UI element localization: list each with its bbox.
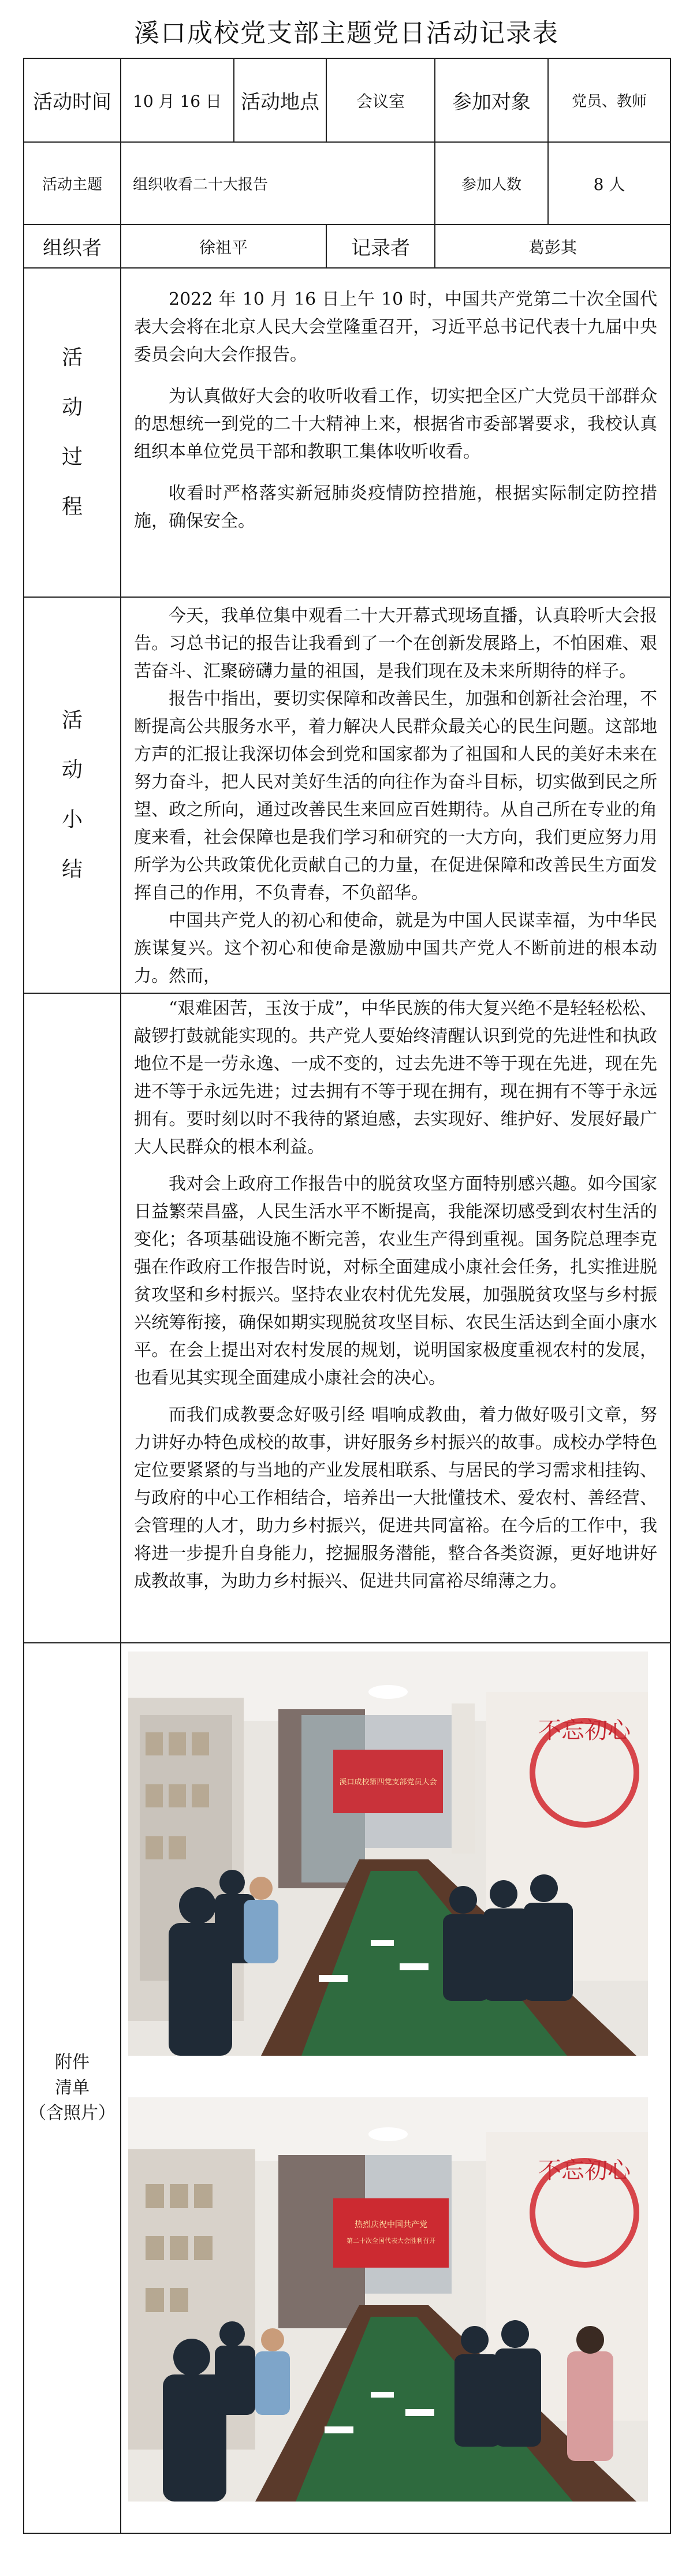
target-label: 参加对象 [435, 58, 548, 142]
process-label-char: 活 [61, 346, 83, 370]
meeting-photo-2-image [128, 2097, 648, 2502]
attachment-label-line: 附件 [55, 2052, 90, 2072]
continuation-text [121, 993, 670, 1643]
summary-paragraph: 报告中指出，要切实保障和改善民生，加强和创新社会治理，不断提高公共服务水平，着力解决人民群众最关心的民生问题。这部地方声的汇报让我深切体会到党和国家都为了祖国和人民的美好未来在努力奋斗，把人民对美好生活的向往作为奋斗目标，切实做到民之所望、政之所向，通过改善民生来回应百姓期待。从自己所在专业的角度来看，社会保障也是我们学习和研究的一大方向，我们更应努力用所学为公共政策优化贡献自己的力量，在促进保障和改善民生方面发挥自己的作用，不负青春，不负韶华。 [134, 689, 657, 903]
attachment-label-line: 清单 [55, 2078, 90, 2098]
time-value: 10 月 16 日 [121, 58, 234, 142]
photo2-banner-line2: 第二十次全国代表大会胜利召开 [346, 2237, 435, 2245]
summary-text [121, 597, 670, 993]
continuation-label-blank [24, 993, 121, 1643]
row-continuation [24, 993, 670, 1643]
place-label: 活动地点 [234, 58, 326, 142]
photo2-banner-line1: 热烈庆祝中国共产党 [355, 2220, 427, 2230]
process-label-char: 程 [61, 495, 83, 519]
process-label [24, 268, 121, 597]
record-table [23, 58, 671, 2534]
process-label-char: 过 [61, 445, 83, 469]
process-text [121, 268, 670, 597]
summary-label-char: 结 [61, 858, 83, 881]
process-paragraph: 2022 年 10 月 16 日上午 10 时，中国共产党第二十次全国代表大会将在北京人民大会堂隆重召开，习近平总书记代表十九届中央委员会向大会作报告。 [134, 289, 657, 365]
summary-label-char: 活 [61, 709, 83, 732]
attachment-label [24, 1643, 121, 2533]
row-process [24, 268, 670, 597]
photo1-wall-slogan: 不忘初心 [538, 1717, 631, 1744]
row-summary [24, 597, 670, 993]
continuation-paragraph: 我对会上政府工作报告中的脱贫攻坚方面特别感兴趣。如今国家日益繁荣昌盛，人民生活水平不断提高，我能深切感受到农村生活的变化；各项基础设施不断完善，农业生产得到重视。国务院总理李克强在作政府工作报告时说，对标全面建成小康社会任务，扎实推进脱贫攻坚和乡村振兴。坚持农业农村优先发展，加强脱贫攻坚与乡村振兴统筹衔接，确保如期实现脱贫攻坚目标、农民生活达到全面小康水平。在会上提出对农村发展的规划，说明国家极度重视农村的发展，也看见其实现全面建成小康社会的决心。 [134, 1174, 657, 1388]
attachment-label-line: （含照片） [29, 2103, 116, 2123]
continuation-paragraph: 而我们成教要念好吸引经 唱响成教曲，着力做好吸引文章，努力讲好办特色成校的故事，讲好服务乡村振兴的故事。成校办学特色定位要紧紧的与当地的产业发展相联系、与居民的学习需求相挂钩、与政府的中心工作相结合，培养出一大批懂技术、爱农村、善经营、会管理的人才，助力乡村振兴，促进共同富裕。在今后的工作中，我将进一步提升自身能力，挖掘服务潜能，整合各类资源，更好地讲好成教故事，为助力乡村振兴、促进共同富裕尽绵薄之力。 [134, 1405, 657, 1591]
continuation-paragraph: “艰难困苦，玉汝于成”，中华民族的伟大复兴绝不是轻轻松松、敲锣打鼓就能实现的。共产党人要始终清醒认识到党的先进性和执政地位不是一劳永逸、一成不变的，过去先进不等于现在先进，现在先进不等于永远先进；过去拥有不等于现在拥有，现在拥有不等于永远拥有。要时刻以时不我待的紧迫感，去实现好、维护好、发展好最广大人民群众的根本利益。 [134, 998, 657, 1157]
meeting-photo-1-image [128, 1652, 648, 2056]
row-organizer [24, 225, 670, 268]
photo1-banner-text: 溪口成校第四党支部党员大会 [339, 1778, 437, 1787]
summary-label [24, 597, 121, 993]
summary-label-char: 动 [61, 758, 83, 782]
meeting-photo-1 [128, 1652, 648, 2056]
row-theme [24, 142, 670, 225]
row-time-place [24, 58, 670, 142]
target-value: 党员、教师 [548, 58, 670, 142]
theme-label: 活动主题 [24, 142, 121, 225]
count-value: 8 人 [548, 142, 670, 225]
recorder-label: 记录者 [326, 225, 435, 268]
organizer-value: 徐祖平 [121, 225, 326, 268]
photo2-wall-slogan: 不忘初心 [538, 2157, 631, 2184]
process-paragraph: 收看时严格落实新冠肺炎疫情防控措施，根据实际制定防控措施，确保安全。 [134, 483, 657, 531]
summary-paragraph: 今天，我单位集中观看二十大开幕式现场直播，认真聆听大会报告。习总书记的报告让我看到了一个在创新发展路上，不怕困难、艰苦奋斗、汇聚磅礴力量的祖国，是我们现在及未来所期待的样子。 [134, 606, 657, 681]
process-paragraph: 为认真做好大会的收听收看工作，切实把全区广大党员干部群众的思想统一到党的二十大精神上来，根据省市委部署要求，我校认真组织本单位党员干部和教职工集体收听收看。 [134, 386, 657, 462]
time-label: 活动时间 [24, 58, 121, 142]
attachment-photos [121, 1643, 670, 2533]
recorder-value: 葛彭其 [435, 225, 670, 268]
document-title: 溪口成校党支部主题党日活动记录表 [134, 18, 559, 48]
summary-label-char: 小 [61, 808, 83, 832]
place-value: 会议室 [326, 58, 435, 142]
count-label: 参加人数 [435, 142, 548, 225]
row-attachment [24, 1643, 670, 2533]
organizer-label: 组织者 [24, 225, 121, 268]
process-label-char: 动 [61, 396, 83, 419]
summary-paragraph: 中国共产党人的初心和使命，就是为中国人民谋幸福，为中华民族谋复兴。这个初心和使命是激励中国共产党人不断前进的根本动力。然而， [134, 911, 657, 986]
theme-value: 组织收看二十大报告 [121, 142, 435, 225]
meeting-photo-2 [128, 2097, 648, 2502]
